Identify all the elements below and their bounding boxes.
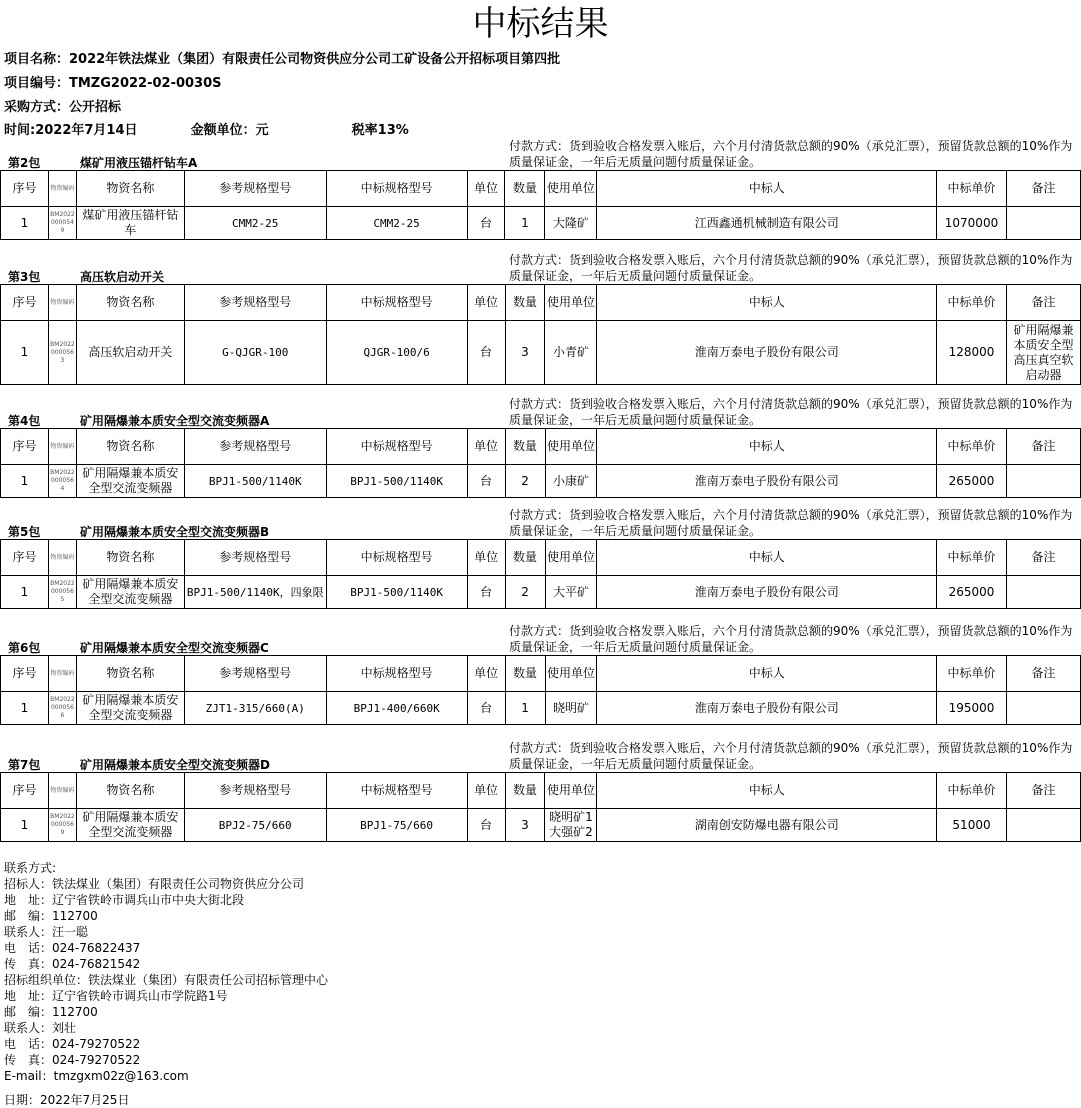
column-header: 备注: [1007, 540, 1081, 576]
cell-unit: 台: [467, 207, 505, 240]
cell-item: 矿用隔爆兼本质安全型交流变频器: [76, 692, 184, 725]
column-header: 物资编码: [48, 171, 76, 207]
table-row: [1, 576, 1081, 609]
result-table: [0, 539, 1081, 609]
table-row: [1, 465, 1081, 498]
column-header: 中标人: [597, 773, 937, 809]
cell-code: BM20220000565: [48, 576, 76, 609]
cell-win-spec: BPJ1-400/660K: [326, 692, 467, 725]
table-row: [1, 809, 1081, 842]
column-header: 中标单价: [937, 171, 1007, 207]
column-header: 参考规格型号: [184, 773, 326, 809]
payment-terms: 付款方式：货到验收合格发票入账后，六个月付清货款总额的90%（承兑汇票），预留货款总额的10%作为质量保证金，一年后无质量问题付质量保证金。: [509, 624, 1073, 654]
cell-winner: 淮南万泰电子股份有限公司: [597, 321, 937, 385]
column-header: 物资编码: [48, 285, 76, 321]
column-header: 物资编码: [48, 656, 76, 692]
column-header: 数量: [505, 656, 545, 692]
column-header: 数量: [505, 773, 545, 809]
table-row: [1, 692, 1081, 725]
date-text: 时间:2022年7月14日: [4, 123, 138, 138]
cell-remark: 矿用隔爆兼本质安全型高压真空软启动器: [1007, 321, 1081, 385]
column-header: 中标人: [597, 171, 937, 207]
contact-line: 邮 编：112700: [4, 909, 98, 923]
cell-item: 矿用隔爆兼本质安全型交流变频器: [76, 809, 184, 842]
column-header: 中标人: [597, 540, 937, 576]
column-header: 中标规格型号: [326, 773, 467, 809]
column-header: 中标单价: [937, 285, 1007, 321]
procurement-method: 采购方式：公开招标: [4, 100, 122, 115]
package-name: 煤矿用液压锚杆钻车A: [80, 156, 198, 170]
cell-win-spec: CMM2-25: [326, 207, 467, 240]
cell-ref-spec: BPJ2-75/660: [184, 809, 326, 842]
column-header: 单位: [467, 429, 505, 465]
column-header: 中标规格型号: [326, 656, 467, 692]
cell-price: 1070000: [937, 207, 1007, 240]
cell-price: 51000: [937, 809, 1007, 842]
project-number: 项目编号：TMZG2022-02-0030S: [4, 76, 222, 91]
cell-item: 煤矿用液压锚杆钻车: [76, 207, 184, 240]
package-number: 第6包: [8, 641, 41, 655]
cell-no: 1: [1, 321, 49, 385]
time-line: [4, 119, 409, 138]
cell-remark: [1007, 465, 1081, 498]
column-header: 参考规格型号: [184, 285, 326, 321]
column-header: 物资编码: [48, 773, 76, 809]
contact-line: 电 话：024-79270522: [4, 1037, 141, 1051]
currency-unit: 金额单位：元: [190, 123, 269, 138]
column-header: 中标人: [597, 285, 937, 321]
cell-user: 大隆矿: [545, 207, 597, 240]
column-header: 物资编码: [48, 429, 76, 465]
cell-code: BM20220000566: [48, 692, 76, 725]
cell-no: 1: [1, 465, 49, 498]
cell-no: 1: [1, 692, 49, 725]
package-name: 高压软启动开关: [80, 270, 165, 284]
contact-line: 联系人：刘壮: [4, 1021, 77, 1035]
cell-price: 128000: [937, 321, 1007, 385]
cell-winner: 淮南万泰电子股份有限公司: [597, 576, 937, 609]
column-header: 备注: [1007, 656, 1081, 692]
cell-ref-spec: BPJ1-500/1140K: [184, 465, 326, 498]
cell-winner: 淮南万泰电子股份有限公司: [597, 465, 937, 498]
cell-price: 265000: [937, 576, 1007, 609]
cell-no: 1: [1, 576, 49, 609]
column-header: 单位: [467, 773, 505, 809]
result-table: [0, 170, 1081, 240]
column-header: 单位: [467, 285, 505, 321]
cell-no: 1: [1, 809, 49, 842]
column-header: 参考规格型号: [184, 656, 326, 692]
column-header: 使用单位: [545, 540, 597, 576]
cell-qty: 2: [505, 576, 545, 609]
cell-remark: [1007, 692, 1081, 725]
table-header-row: [1, 656, 1081, 692]
payment-terms: 付款方式：货到验收合格发票入账后，六个月付清货款总额的90%（承兑汇票），预留货款总额的10%作为质量保证金，一年后无质量问题付质量保证金。: [509, 139, 1073, 169]
column-header: 参考规格型号: [184, 429, 326, 465]
cell-code: BM20220000569: [48, 809, 76, 842]
contact-line: E-mail：tmzgxm02z@163.com: [4, 1069, 189, 1083]
contact-line: 招标人：铁法煤业（集团）有限责任公司物资供应分公司: [4, 877, 305, 891]
column-header: 中标单价: [937, 773, 1007, 809]
cell-price: 195000: [937, 692, 1007, 725]
cell-code: BM20220000564: [48, 465, 76, 498]
column-header: 中标人: [597, 429, 937, 465]
project-name: 项目名称：2022年铁法煤业（集团）有限责任公司物资供应分公司工矿设备公开招标项目第四批: [4, 52, 561, 67]
cell-win-spec: BPJ1-75/660: [326, 809, 467, 842]
cell-user: 大平矿: [545, 576, 597, 609]
cell-ref-spec: ZJT1-315/660(A): [184, 692, 326, 725]
cell-qty: 1: [505, 207, 545, 240]
contact-line: 电 话：024-76822437: [4, 941, 141, 955]
column-header: 中标规格型号: [326, 285, 467, 321]
cell-unit: 台: [467, 576, 505, 609]
contact-line: 招标组织单位：铁法煤业（集团）有限责任公司招标管理中心: [4, 973, 329, 987]
table-header-row: [1, 171, 1081, 207]
package-name: 矿用隔爆兼本质安全型交流变频器C: [80, 641, 269, 655]
column-header: 中标规格型号: [326, 540, 467, 576]
column-header: 备注: [1007, 285, 1081, 321]
package-number: 第7包: [8, 758, 41, 772]
cell-qty: 3: [505, 809, 545, 842]
cell-unit: 台: [467, 692, 505, 725]
column-header: 中标规格型号: [326, 429, 467, 465]
cell-qty: 3: [505, 321, 545, 385]
column-header: 中标人: [597, 656, 937, 692]
contact-line: 传 真：024-79270522: [4, 1053, 141, 1067]
contact-line: 联系方式:: [4, 861, 57, 875]
column-header: 使用单位: [545, 429, 597, 465]
cell-unit: 台: [467, 809, 505, 842]
result-table: [0, 772, 1081, 842]
payment-terms: 付款方式：货到验收合格发票入账后，六个月付清货款总额的90%（承兑汇票），预留货款总额的10%作为质量保证金，一年后无质量问题付质量保证金。: [509, 253, 1073, 283]
column-header: 序号: [1, 429, 49, 465]
column-header: 数量: [505, 429, 545, 465]
package-name: 矿用隔爆兼本质安全型交流变频器D: [80, 758, 270, 772]
column-header: 序号: [1, 656, 49, 692]
column-header: 序号: [1, 171, 49, 207]
cell-user: 晓明矿: [545, 692, 597, 725]
cell-remark: [1007, 576, 1081, 609]
contact-line: 地 址：辽宁省铁岭市调兵山市中央大街北段: [4, 893, 245, 907]
package-name: 矿用隔爆兼本质安全型交流变频器B: [80, 525, 270, 539]
column-header: 参考规格型号: [184, 171, 326, 207]
column-header: 物资名称: [76, 171, 184, 207]
column-header: 单位: [467, 171, 505, 207]
column-header: 参考规格型号: [184, 540, 326, 576]
cell-unit: 台: [467, 465, 505, 498]
column-header: 数量: [505, 540, 545, 576]
column-header: 物资名称: [76, 429, 184, 465]
column-header: 使用单位: [545, 171, 597, 207]
cell-winner: 湖南创安防爆电器有限公司: [597, 809, 937, 842]
column-header: 备注: [1006, 171, 1080, 207]
table-header-row: [1, 540, 1081, 576]
column-header: 序号: [1, 773, 49, 809]
cell-no: 1: [1, 207, 49, 240]
column-header: 序号: [1, 285, 49, 321]
column-header: 物资名称: [76, 773, 184, 809]
package-name: 矿用隔爆兼本质安全型交流变频器A: [80, 414, 270, 428]
result-table: [0, 655, 1081, 725]
payment-terms: 付款方式：货到验收合格发票入账后，六个月付清货款总额的90%（承兑汇票），预留货款总额的10%作为质量保证金，一年后无质量问题付质量保证金。: [509, 397, 1073, 427]
column-header: 单位: [467, 540, 505, 576]
cell-item: 矿用隔爆兼本质安全型交流变频器: [76, 576, 184, 609]
column-header: 使用单位: [545, 285, 597, 321]
column-header: 物资名称: [76, 656, 184, 692]
column-header: 数量: [505, 171, 545, 207]
cell-winner: 江西鑫通机械制造有限公司: [597, 207, 937, 240]
column-header: 物资名称: [76, 285, 184, 321]
tax-rate: 税率13%: [351, 123, 409, 138]
contact-line: 邮 编：112700: [4, 1005, 98, 1019]
cell-ref-spec: CMM2-25: [184, 207, 326, 240]
cell-ref-spec: G-QJGR-100: [184, 321, 326, 385]
column-header: 序号: [1, 540, 49, 576]
cell-qty: 1: [505, 692, 545, 725]
column-header: 中标规格型号: [326, 171, 467, 207]
table-header-row: [1, 429, 1081, 465]
column-header: 物资编码: [48, 540, 76, 576]
cell-qty: 2: [505, 465, 545, 498]
cell-unit: 台: [467, 321, 505, 385]
cell-ref-spec: BPJ1-500/1140K，四象限: [184, 576, 326, 609]
publish-date: 日期：2022年7月25日: [4, 1093, 130, 1107]
cell-item: 矿用隔爆兼本质安全型交流变频器: [76, 465, 184, 498]
cell-remark: [1006, 207, 1080, 240]
column-header: 备注: [1007, 429, 1081, 465]
table-row: [1, 321, 1081, 385]
payment-terms: 付款方式：货到验收合格发票入账后，六个月付清货款总额的90%（承兑汇票），预留货款总额的10%作为质量保证金，一年后无质量问题付质量保证金。: [509, 508, 1073, 538]
table-row: [1, 207, 1081, 240]
column-header: 中标单价: [937, 656, 1007, 692]
column-header: 备注: [1007, 773, 1081, 809]
column-header: 使用单位: [545, 773, 597, 809]
cell-win-spec: QJGR-100/6: [326, 321, 467, 385]
cell-winner: 淮南万泰电子股份有限公司: [597, 692, 937, 725]
column-header: 使用单位: [545, 656, 597, 692]
cell-item: 高压软启动开关: [76, 321, 184, 385]
column-header: 中标单价: [937, 540, 1007, 576]
package-number: 第2包: [8, 156, 41, 170]
cell-win-spec: BPJ1-500/1140K: [326, 465, 467, 498]
contact-line: 地 址：辽宁省铁岭市调兵山市学院路1号: [4, 989, 228, 1003]
contact-line: 传 真：024-76821542: [4, 957, 141, 971]
result-table: [0, 428, 1081, 498]
cell-user: 小青矿: [545, 321, 597, 385]
cell-price: 265000: [937, 465, 1007, 498]
contact-info: [4, 860, 328, 1084]
payment-terms: 付款方式：货到验收合格发票入账后，六个月付清货款总额的90%（承兑汇票），预留货款总额的10%作为质量保证金，一年后无质量问题付质量保证金。: [509, 741, 1073, 771]
cell-remark: [1007, 809, 1081, 842]
package-number: 第4包: [8, 414, 41, 428]
table-header-row: [1, 285, 1081, 321]
column-header: 物资名称: [76, 540, 184, 576]
result-table: [0, 284, 1081, 385]
cell-code: BM20220000549: [48, 207, 76, 240]
package-number: 第3包: [8, 270, 41, 284]
page-title: 中标结果: [472, 4, 609, 44]
package-number: 第5包: [8, 525, 41, 539]
cell-user: 小康矿: [545, 465, 597, 498]
table-header-row: [1, 773, 1081, 809]
column-header: 数量: [505, 285, 545, 321]
column-header: 单位: [467, 656, 505, 692]
column-header: 中标单价: [937, 429, 1007, 465]
cell-win-spec: BPJ1-500/1140K: [326, 576, 467, 609]
contact-line: 联系人：汪一聪: [4, 925, 89, 939]
cell-code: BM20220000563: [48, 321, 76, 385]
cell-user: 晓明矿1大强矿2: [545, 809, 597, 842]
